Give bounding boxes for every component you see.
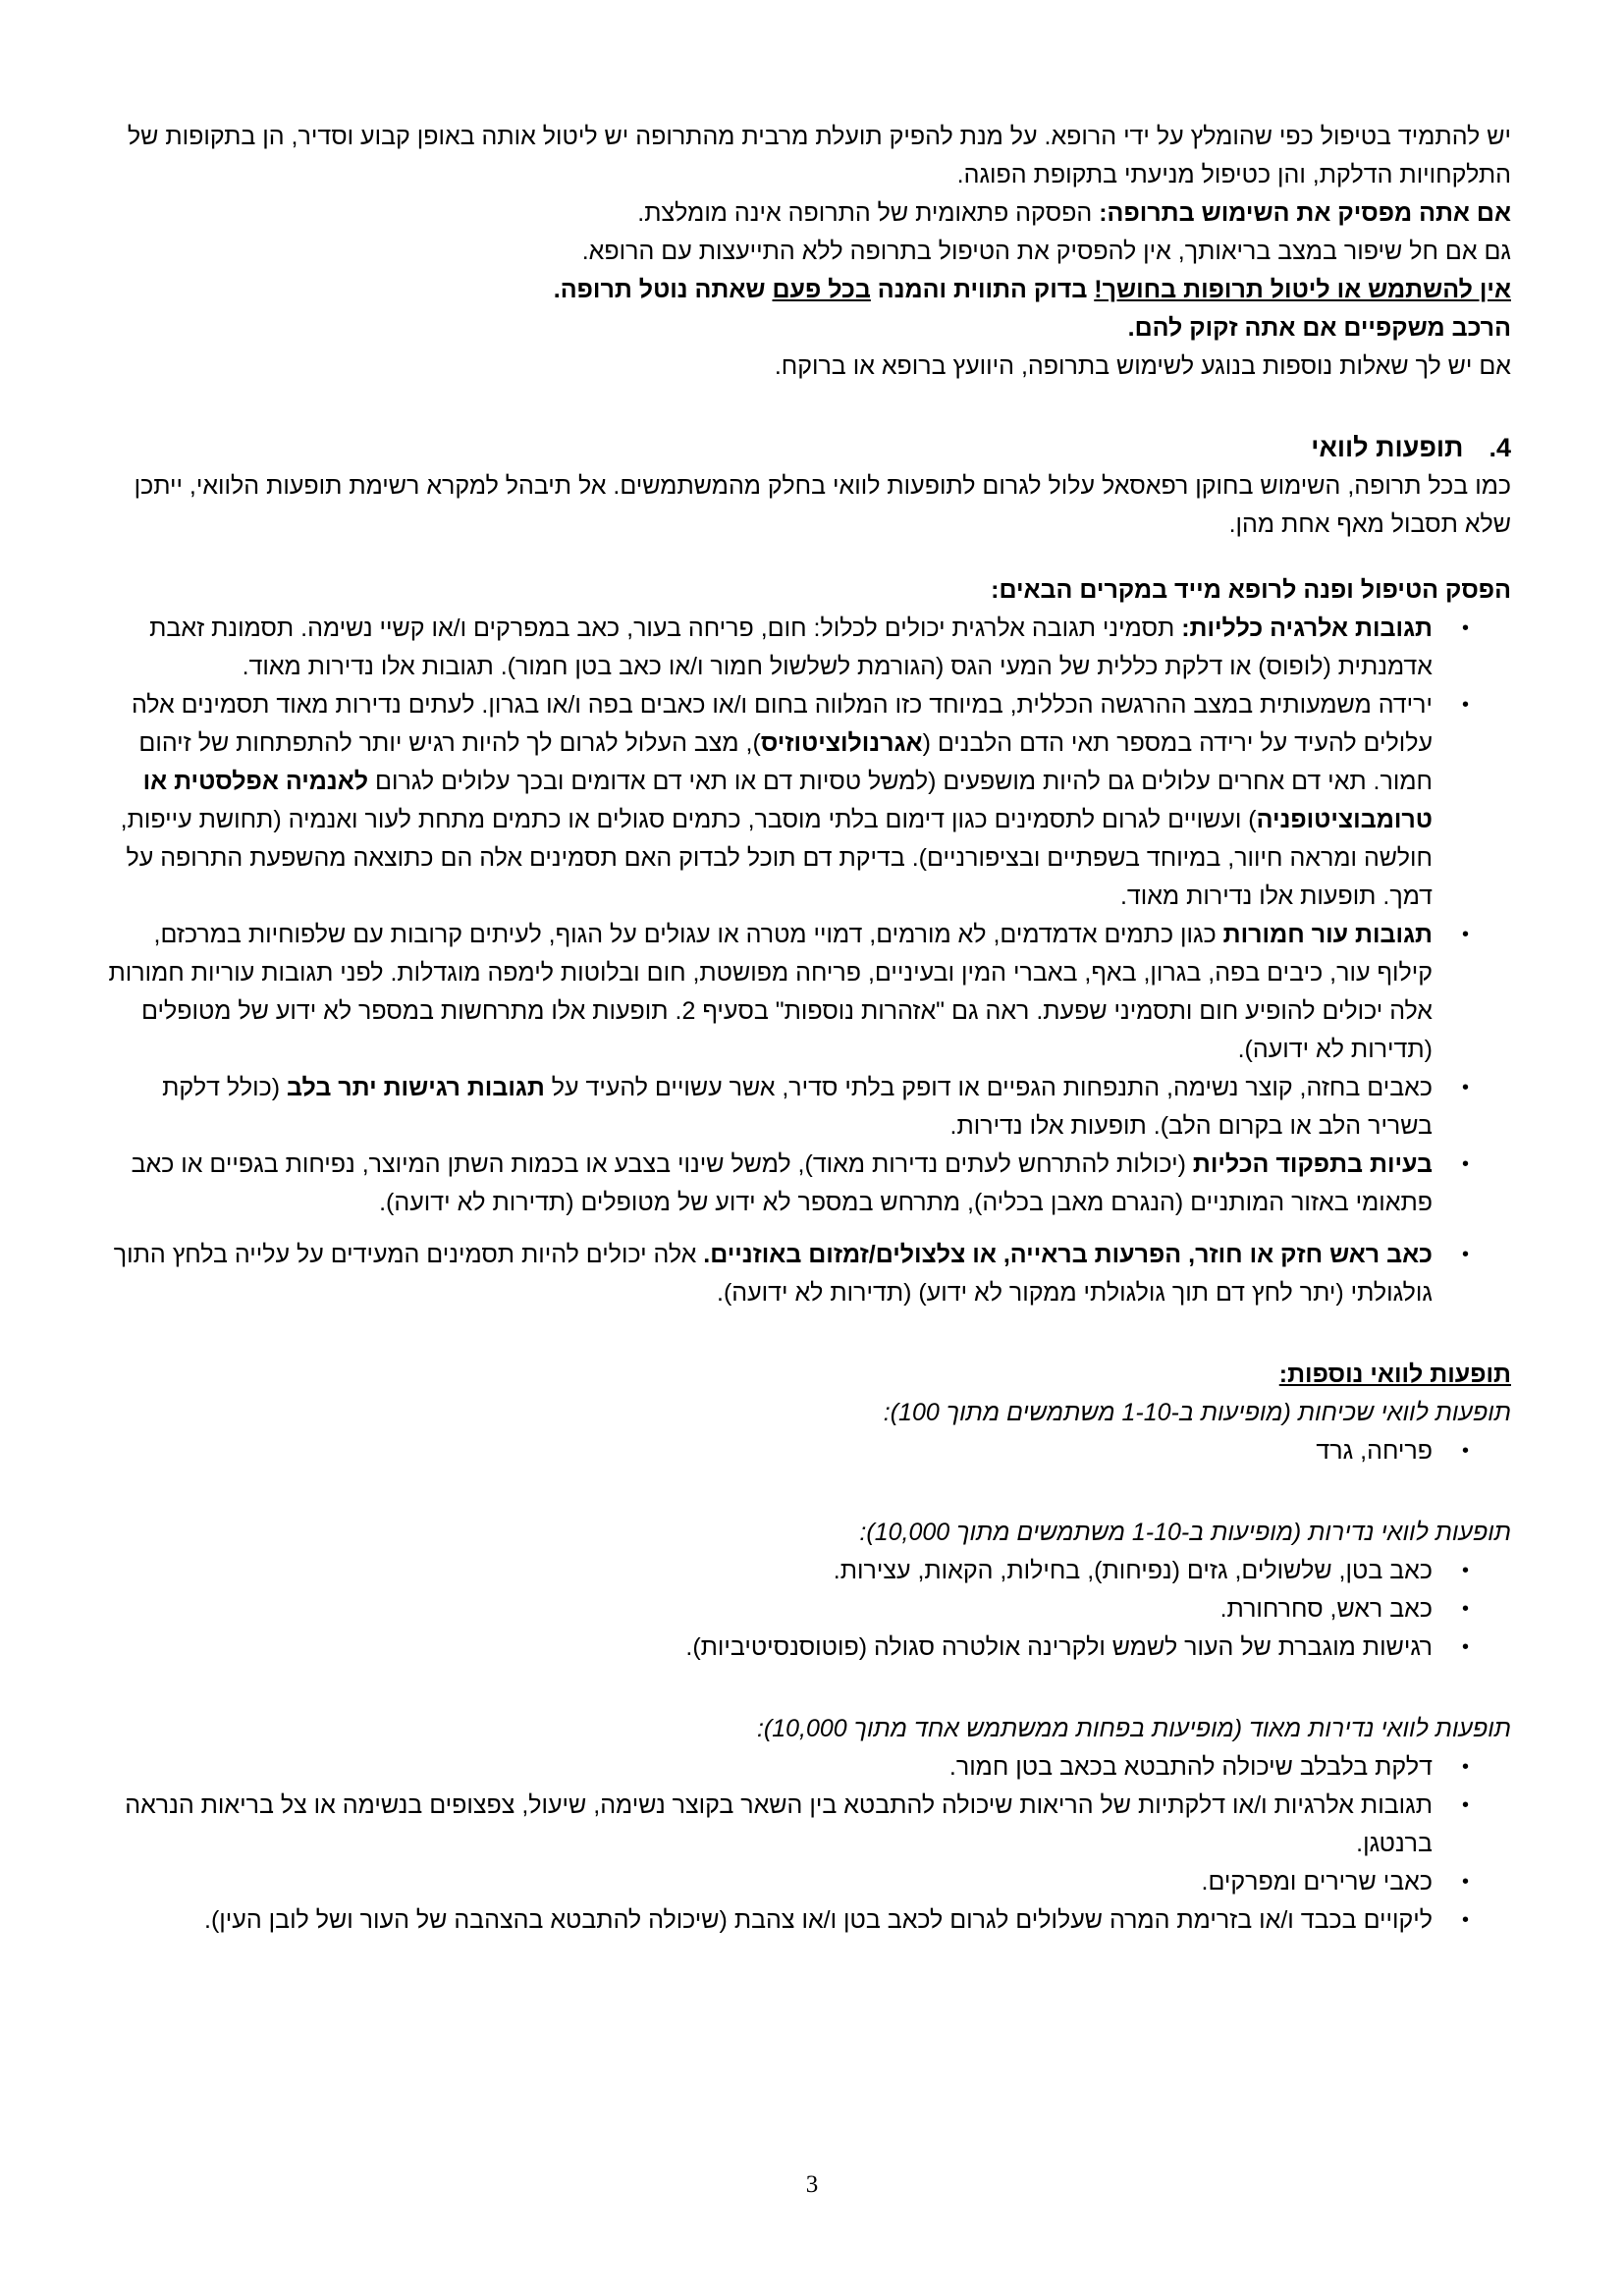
kidney-label: בעיות בתפקוד הכליות (1192, 1150, 1433, 1178)
list-item-text: פריחה, גרד (1316, 1437, 1433, 1465)
list-item-text: רגישות מוגברת של העור לשמש ולקרינה אולטרה סגולה (פוטוסנסיטיביות). (685, 1633, 1433, 1661)
list-item (107, 1552, 1511, 1590)
bullet-icon: • (1461, 617, 1469, 639)
headache-label: כאב ראש חזק או חוזר, הפרעות בראייה, או צלצולים/זמזום באוזניים. (703, 1241, 1433, 1268)
list-item-text: כאבי שרירים ומפרקים. (1201, 1868, 1433, 1896)
bullet-icon: • (1461, 1871, 1469, 1893)
list-item (107, 1629, 1511, 1667)
bullet-icon: • (1461, 1794, 1469, 1816)
list-item-text: תגובות אלרגיות ו/או דלקתיות של הריאות שיכולה להתבטא בין השאר בקוצר נשימה, שיעול, צפצופים בנשימה או צל בריאות הנראה ברנטגן. (125, 1791, 1433, 1857)
allergy-text: תסמיני תגובה אלרגית יכולים לכלול: חום, פריחה בעור, כאב במפרקים ו/או קשיי נשימה. תסמונת זאבת אדמנתית (לופוס) או דלקת כללית של המעי הגס (הגורמת לשלשול חמור ו/או כאב בטן חמור). תגובות אלו נדירות מאוד. (149, 614, 1433, 680)
list-item (107, 1901, 1511, 1940)
section-heading (107, 429, 1511, 467)
list-item-text: כאב ראש, סחרחורת. (1219, 1595, 1433, 1623)
skin-label: תגובות עור חמורות (1222, 921, 1433, 948)
list-item (107, 686, 1511, 916)
blood-term-a: אגרנולוציטוזיס (760, 729, 923, 757)
blood-text-c: ) ועשויים לגרום לתסמינים כגון דימום בלתי מוסבר, כתמים סגולים או כתמים מתחת לעור ואנמיה (תחושת עייפות, חולשה ומראה חיוור, במיוחד בשפתיים ובציפורניים). בדיקת דם תוכל לבדוק האם תסמינים אלה הם כתוצאה מהשפעת התרופה על דמך. תופעות אלו נדירות מאוד. (120, 806, 1433, 910)
intro-paragraph: יש להתמיד בטיפול כפי שהומלץ על ידי הרופא. על מנת להפיק תועלת מרבית מהתרופה יש ליטול אותה באופן קבוע וסדיר, הן בתקופות של התלקחויות הדלקת, והן כטיפול מניעתי בתקופת הפוגה. (127, 123, 1511, 188)
heart-text-a: כאבים בחזה, קוצר נשימה, התנפחות הגפיים או דופק בלתי סדיר, אשר עשויים להעיד על (544, 1074, 1433, 1101)
stop-warning-text: הפסקה פתאומית של התרופה אינה מומלצת. (637, 199, 1100, 227)
skin-text: כגון כתמים אדמדמים, לא מורמים, דמויי מטרה או עגולים על הגוף, לעיתים קרובות עם שלפוחיות במרכזם, קילוף עור, כיבים בפה, בגרון, באף, באברי המין ובעיניים, פריחה מפושטת, חום ובלוטות לימפה מוגדלות. לפני תגובות עוריות חמורות אלה יכולים להופיע חום ותסמיני שפעת. ראה גם "אזהרות נוספות" בסעיף 2. תופעות אלו מתרחשות במספר לא ידוע של מטופלים (תדירות לא ידועה). (108, 921, 1433, 1063)
additional-heading: תופעות לוואי נוספות: (1278, 1361, 1511, 1388)
glasses-note: הרכב משקפיים אם אתה זקוק להם. (1127, 314, 1511, 342)
list-item (107, 916, 1511, 1069)
bullet-icon: • (1461, 1636, 1469, 1658)
dark-warning-a: אין להשתמש או ליטול תרופות בחושך! (1094, 276, 1511, 303)
dark-warning-c: בכל פעם (772, 276, 871, 303)
blood-term-b: לאנמיה אפלסטית או טרומבוציטופניה (142, 768, 1433, 833)
bullet-icon: • (1461, 1756, 1469, 1778)
heart-text-b: (כולל דלקת בשריר הלב או בקרום הלב). תופעות אלו נדירות. (162, 1074, 1433, 1140)
bullet-icon: • (1461, 1244, 1469, 1265)
common-list (107, 1432, 1511, 1470)
blood-text-b: ), מצב העלול לגרום לך להיות רגיש יותר להתפתחות של זיהום חמור. תאי דם אחרים עלולים גם להיות מושפעים (למשל טסיות דם או תאי דם אדומים ובכך עלולים לגרום (138, 729, 1433, 795)
questions-note: אם יש לך שאלות נוספות בנוגע לשימוש בתרופה, היוועץ ברופא או ברוקח. (774, 352, 1511, 380)
rare-title: תופעות לוואי נדירות (מופיעות ב-1-10 משתמשים מתוך 10,000): (859, 1519, 1511, 1546)
dark-warning-b: בדוק התווית והמנה (870, 276, 1095, 303)
common-title: תופעות לוואי שכיחות (מופיעות ב-1-10 משתמשים מתוך 100): (883, 1399, 1511, 1426)
stop-warning (107, 194, 1511, 233)
bullet-icon: • (1461, 1077, 1469, 1098)
bullet-icon: • (1461, 924, 1469, 945)
list-item (107, 1432, 1511, 1470)
blood-text-a: ירידה משמעותית במצב ההרגשה הכללית, במיוחד כזו המלווה בחום ו/או כאבים בפה ו/או בגרון. לעתים נדירות מאוד תסמינים אלה עלולים להעיד על ירידה במספר תאי הדם הלבנים ( (131, 691, 1433, 757)
rare-list (107, 1552, 1511, 1667)
list-item-text: ליקויים בכבד ו/או בזרימת המרה שעלולים לגרום לכאב בטן ו/או צהבת (שיכולה להתבטא בהצהבה של העור ושל לובן העין). (204, 1906, 1433, 1934)
list-item (107, 1748, 1511, 1787)
allergy-label: תגובות אלרגיה כלליות: (1181, 614, 1433, 642)
section-intro: כמו בכל תרופה, השימוש בחוקן רפאסאל עלול לגרום לתופעות לוואי בחלק מהמשתמשים. אל תיבהל למקרא רשימת תופעות הלוואי, ייתכן שלא תסבול מאף אחת מהן. (134, 472, 1511, 538)
headache-text: אלה יכולים להיות תסמינים המעידים על עלייה בלחץ התוך גולגולתי (יתר לחץ דם תוך גולגולתי ממקור לא ידוע) (תדירות לא ידועה). (113, 1241, 1433, 1307)
bullet-icon: • (1461, 1598, 1469, 1620)
list-item (107, 1787, 1511, 1863)
dark-warning (107, 271, 1511, 309)
bullet-icon: • (1461, 1909, 1469, 1931)
page-number: 3 (805, 2171, 819, 2198)
stop-list-extra (48, 1236, 1511, 1312)
list-item (107, 610, 1511, 686)
section-title: תופעות לוואי (1311, 433, 1464, 462)
list-item (48, 1236, 1511, 1312)
dark-warning-d: שאתה נוטל תרופה. (553, 276, 773, 303)
list-item (107, 1590, 1511, 1629)
stop-list (107, 610, 1511, 1222)
kidney-text: (יכולות להתרחש לעתים נדירות מאוד), למשל שינוי בצבע או בכמות השתן המיוצר, נפיחות בגפיים או כאב פתאומי באזור המותניים (הנגרם מאבן בכליה), מתרחש במספר לא ידוע של מטופלים (תדירות לא ידועה). (131, 1150, 1433, 1216)
bullet-icon: • (1461, 1440, 1469, 1462)
list-item-text: כאב בטן, שלשולים, גזים (נפיחות), בחילות, הקאות, עצירות. (833, 1557, 1433, 1584)
heart-label: תגובות רגישות יתר בלב (287, 1074, 545, 1101)
section-number: 4. (1489, 433, 1511, 462)
list-item (107, 1069, 1511, 1146)
very-rare-list (107, 1748, 1511, 1940)
list-item (107, 1146, 1511, 1222)
bullet-icon: • (1461, 1153, 1469, 1175)
bullet-icon: • (1461, 1560, 1469, 1581)
bullet-icon: • (1461, 694, 1469, 716)
stop-heading: הפסק הטיפול ופנה לרופא מייד במקרים הבאים: (991, 576, 1511, 604)
consult-note: גם אם חל שיפור במצב בריאותך, אין להפסיק את הטיפול בתרופה ללא התייעצות עם הרופא. (581, 238, 1511, 265)
list-item-text: דלקת בלבלב שיכולה להתבטא בכאב בטן חמור. (948, 1753, 1433, 1781)
document-body (107, 118, 1511, 1940)
very-rare-title: תופעות לוואי נדירות מאוד (מופיעות בפחות ממשתמש אחד מתוך 10,000): (756, 1715, 1511, 1742)
list-item (107, 1863, 1511, 1901)
stop-warning-bold: אם אתה מפסיק את השימוש בתרופה: (1099, 199, 1511, 227)
